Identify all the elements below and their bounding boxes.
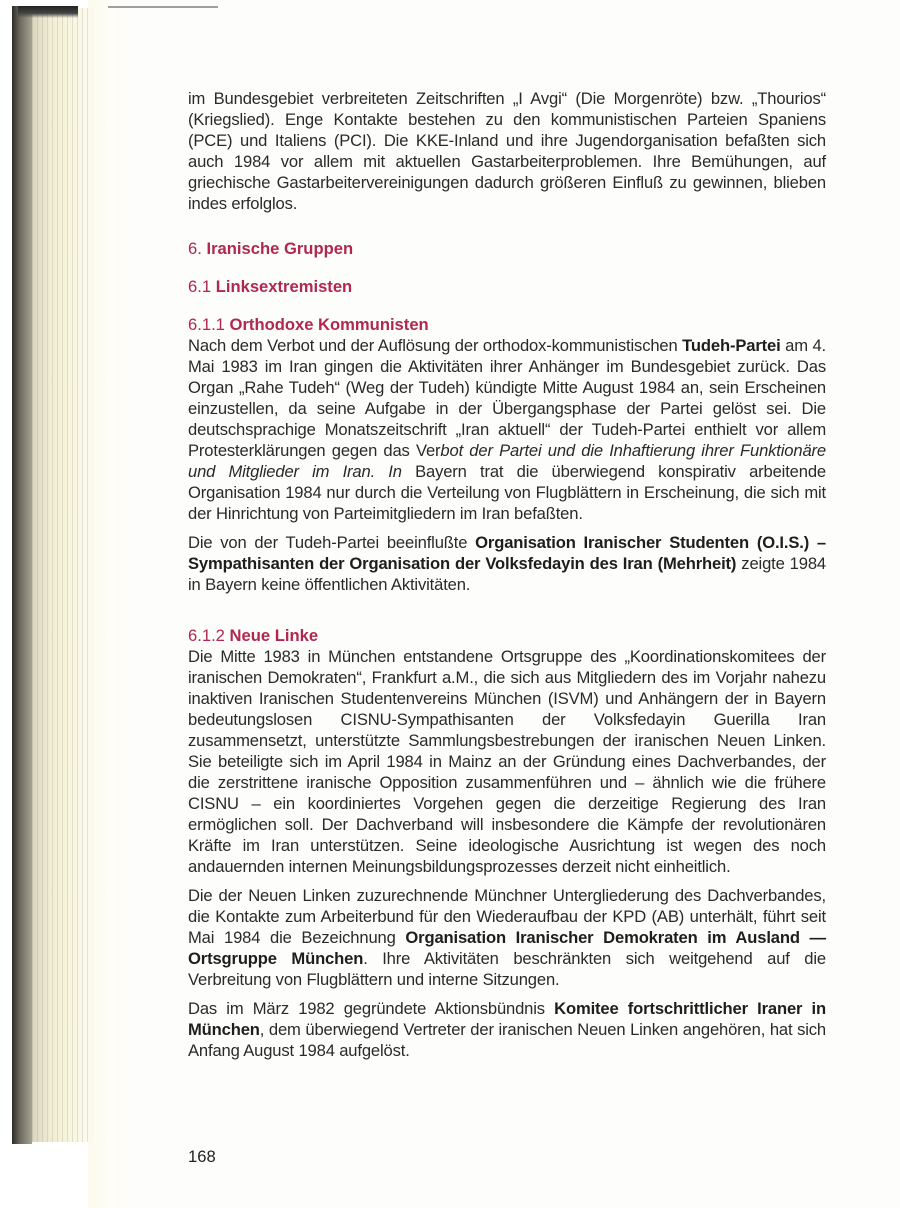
section-heading-iranische-gruppen	[188, 238, 826, 259]
bold-term-komitee: Komitee fortschrittlicher Iraner in München	[188, 999, 826, 1039]
text-run: Das im März 1982 gegründete Aktionsbündnis	[188, 999, 555, 1018]
text-run: Nach dem Verbot und der Auflösung der orthodox-kommunistischen	[188, 336, 683, 355]
section-number: 6.	[188, 239, 202, 258]
italic-text-run: bot der Partei und die Inhaftierung ihrer Funktionäre und Mitglieder im Iran. In	[188, 441, 826, 481]
section-number: 6.1.2	[188, 626, 225, 645]
paragraph-tudeh-partei	[188, 335, 826, 524]
paragraph-greek-groups	[188, 88, 826, 214]
book-cover-edge	[12, 6, 32, 1144]
section-title: Linksextremisten	[215, 277, 353, 296]
text-run: zeigte 1984 in Bayern keine öffentlichen Aktivitäten.	[188, 554, 826, 594]
text-run: Die Mitte 1983 in München entstandene Ortsgruppe des „Koordinationskomitees der iranischen Demokraten“, Frankfurt a.M., die sich aus Mitgliedern des im Vorjahr nahezu inaktiven Iranischen Studentenvereins München (ISVM) und Anhängern der in Bayern bedeutungslosen CISNU-Sympathisanten der Volksfedayin Guerilla Iran zusammensetzt, unterstützte Sammlungsbestrebungen der iranischen Neuen Linken. Sie beteiligte sich im April 1984 in Mainz an der Gründung eines Dachverbandes, der die zerstrittene iranische Opposition zusammenführen und – ähnlich wie die frühere CISNU – ein koordiniertes Vorgehen gegen die derzeitige Regierung des Iran ermöglichen soll. Der Dachverband will insbesondere die Kämpfe der revolutionären Kräfte im Iran unterstützen. Seine ideologische Ausrichtung ist wegen des noch andauernden internen Meinungsbildungsprozesses derzeit nicht einheitlich.	[188, 647, 826, 876]
page-stack-edge	[32, 8, 94, 1142]
subsection-heading-linksextremisten	[188, 276, 826, 297]
bold-term-tudeh-partei: Tudeh-Partei	[682, 336, 781, 355]
text-run: Bayern trat die überwiegend konspirativ arbeitende Organisation 1984 nur durch die Verteilung von Flugblättern in Erscheinung, die sich mit der Hinrichtung von Parteimitgliedern im Iran befaßten.	[188, 462, 826, 523]
book-binding-edge	[0, 0, 115, 1208]
text-run: im Bundesgebiet verbreiteten Zeitschriften „I Avgi“ (Die Morgenröte) bzw. „Thourios“ (Kriegslied). Enge Kontakte bestehen zu den kommunistischen Parteien Spaniens (PCE) und Italiens (PCI). Die KKE-Inland und ihre Jugendorganisation befaßten sich auch 1984 vor allem mit aktuellen Gastarbeiterproblemen. Ihre Bemühungen, auf griechische Gastarbeitervereinigungen dadurch größeren Einfluß zu gewinnen, blieben indes erfolglos.	[188, 89, 826, 213]
paragraph-ois	[188, 532, 826, 595]
binding-shadow	[18, 6, 78, 18]
page-number: 168	[188, 1147, 216, 1166]
section-title: Iranische Gruppen	[206, 239, 354, 258]
paragraph-neue-linke	[188, 646, 826, 877]
section-title: Neue Linke	[229, 626, 319, 645]
document-page	[188, 88, 826, 1061]
bold-term-organisation-iranischer-demokraten: Organisation Iranischer Demokraten im Ausland — Ortsgruppe München	[188, 928, 826, 968]
page-fade	[88, 0, 128, 1208]
subsubsection-heading-orthodoxe-kommunisten	[188, 314, 826, 335]
text-run: Die von der Tudeh-Partei beeinflußte	[188, 533, 476, 552]
paragraph-komitee	[188, 998, 826, 1061]
section-number: 6.1	[188, 277, 212, 296]
section-number: 6.1.1	[188, 315, 225, 334]
subsubsection-heading-neue-linke	[188, 625, 826, 646]
bold-term-ois: Organisation Iranischer Studenten (O.I.S.) – Sympathisanten der Organisation der Volksfedayin des Iran (Mehrheit)	[188, 533, 827, 573]
text-run: Die der Neuen Linken zuzurechnende Münchner Untergliederung des Dachverbandes, die Kontakte zum Arbeiterbund für den Wiederaufbau der KPD (AB) unterhält, führt seit Mai 1984 die Bezeichnung	[188, 886, 826, 947]
paragraph-demokraten-im-ausland	[188, 885, 826, 990]
text-run: , dem überwiegend Vertreter der iranischen Neuen Linken angehören, hat sich Anfang August 1984 aufgelöst.	[188, 1020, 826, 1060]
text-run: am 4. Mai 1983 im Iran gingen die Aktivitäten ihrer Anhänger im Bundesgebiet zurück. Das Organ „Rahe Tudeh“ (Weg der Tudeh) kündigte Mitte August 1984 an, sein Erscheinen einzustellen, da seine Aufgabe in der Übergangsphase der Partei gelöst sei. Die deutschsprachige Monatszeitschrift „Iran aktuell“ der Tudeh-Partei enthielt vor allem Protesterklärungen gegen das Ver	[188, 336, 826, 460]
section-title: Orthodoxe Kommunisten	[229, 315, 429, 334]
text-run: . Ihre Aktivitäten beschränkten sich weitgehend auf die Verbreitung von Flugblättern und interne Sitzungen.	[188, 949, 826, 989]
scan-artifact-rule	[108, 6, 218, 8]
